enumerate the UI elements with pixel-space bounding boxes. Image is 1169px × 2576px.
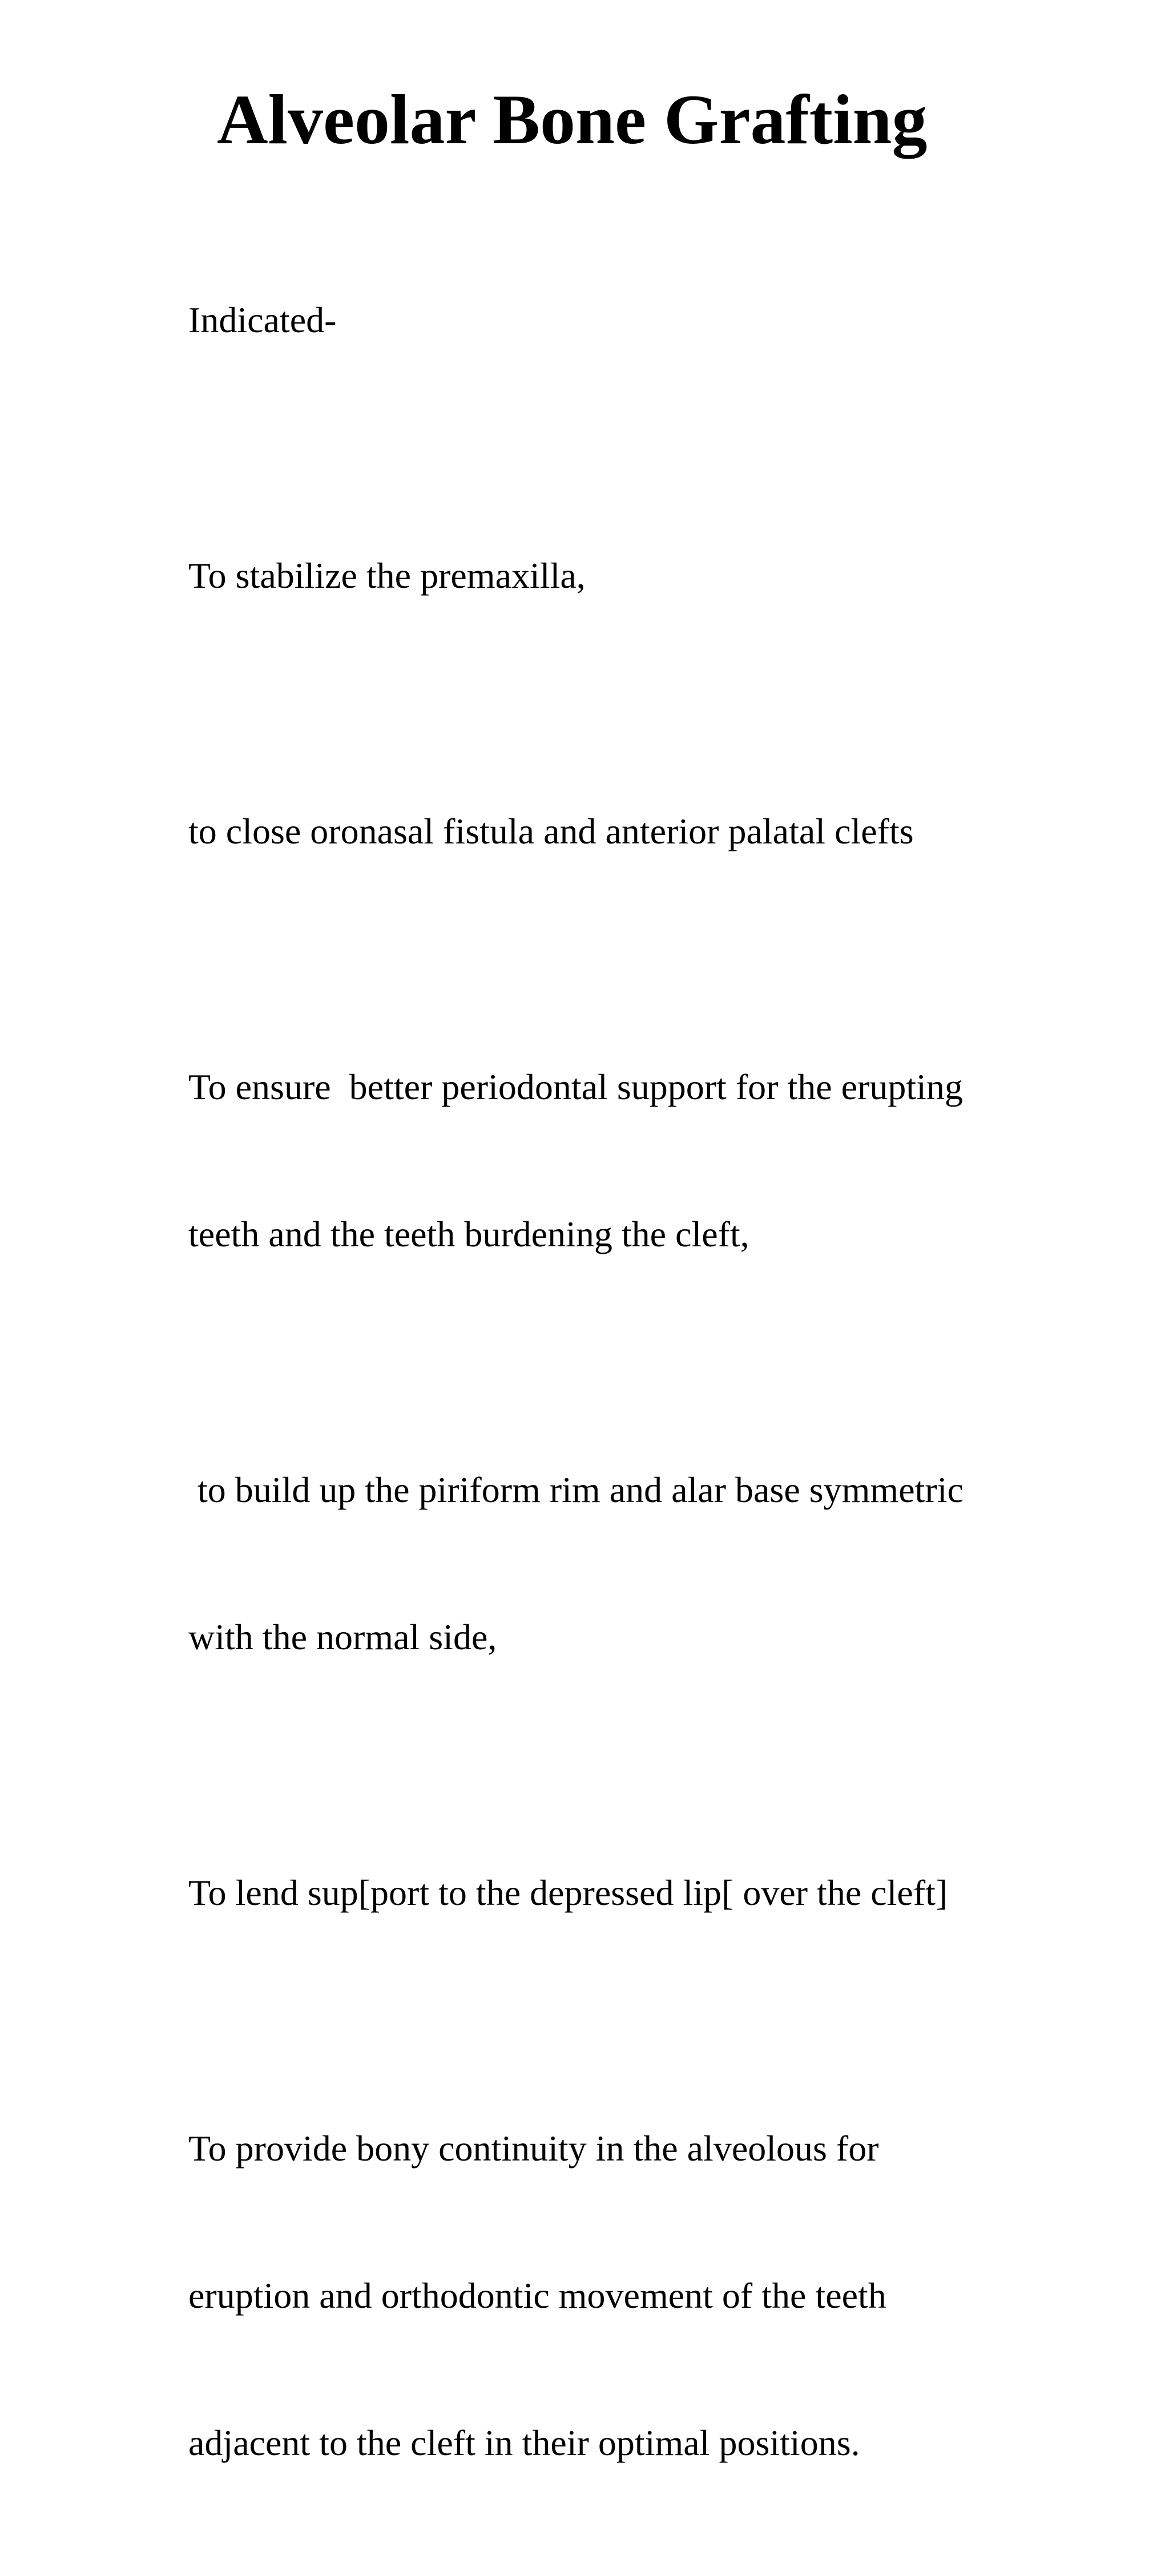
paragraph-close-fistula xyxy=(188,709,1079,954)
paragraph-line: with the normal side, xyxy=(188,1617,497,1657)
paragraph-line: Indicated- xyxy=(188,300,337,340)
paragraph-stabilize-premaxilla xyxy=(188,453,1079,698)
paragraph-line: To provide bony continuity in the alveolous for xyxy=(188,2128,879,2169)
paragraph-line: To lend sup[port to the depressed lip[ over the cleft] xyxy=(188,1872,948,1913)
paragraph-line: adjacent to the cleft in their optimal positions. xyxy=(188,2422,860,2463)
paragraph-line: to close oronasal fistula and anterior palatal clefts xyxy=(188,811,914,851)
slide-title: Alveolar Bone Grafting xyxy=(217,80,928,159)
paragraph-line: teeth and the teeth burdening the cleft, xyxy=(188,1214,749,1254)
paragraph-line: to build up the piriform rim and alar base symmetric xyxy=(188,1469,964,1510)
paragraph-periodontal-support xyxy=(188,964,1079,1357)
paragraph-indicated xyxy=(188,197,1079,443)
paragraph-lip-support xyxy=(188,1770,1079,2016)
paragraph-line: To stabilize the premaxilla, xyxy=(188,555,586,596)
paragraph-bony-continuity xyxy=(188,2026,1079,2566)
slide-body xyxy=(188,197,1079,2576)
paragraph-piriform-rim xyxy=(188,1367,1079,1760)
paragraph-line: To ensure better periodontal support for the erupting xyxy=(188,1067,963,1107)
paragraph-line: eruption and orthodontic movement of the teeth xyxy=(188,2275,886,2316)
